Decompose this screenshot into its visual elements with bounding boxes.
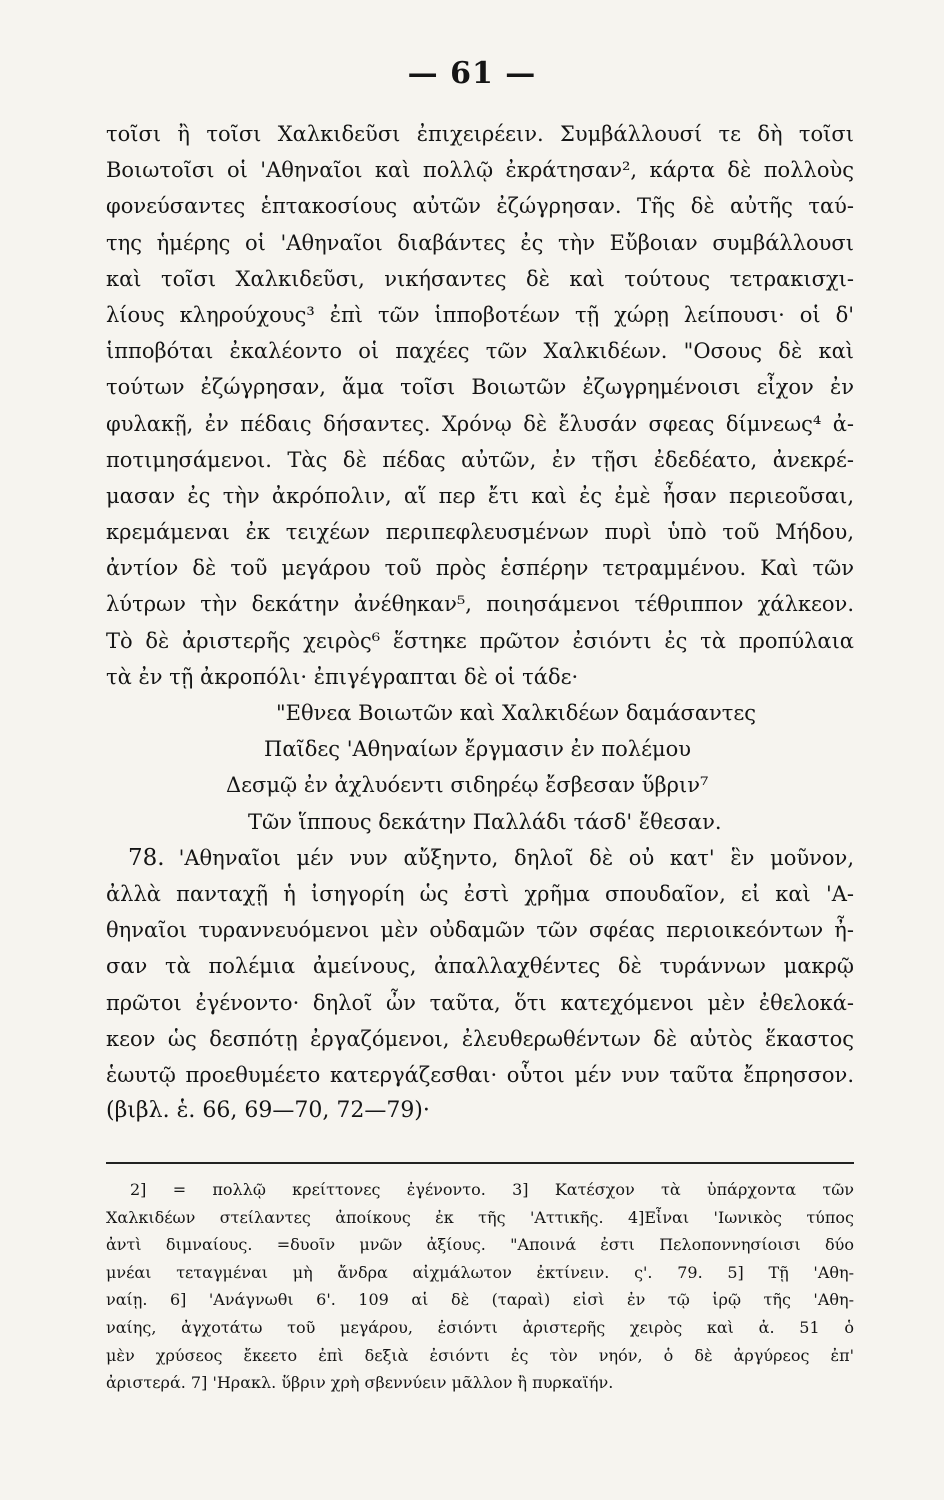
text-line: Τὸ δὲ ἀριστερῆς χειρὸς⁶ ἕστηκε πρῶτον ἐσιόντι ἐς τὰ προπύλαια: [106, 628, 854, 653]
text-line: ἀλλὰ πανταχῇ ἡ ἰσηγορίη ὡς ἐστὶ χρῆμα σπουδαῖον, εἰ καὶ 'Α-: [106, 881, 854, 906]
text-line: κρεμάμεναι ἐκ τειχέων περιπεφλευσμένων πυρὶ ὑπὸ τοῦ Μήδου,: [106, 520, 854, 545]
text-line: σαν τὰ πολέμια ἀμείνους, ἀπαλλαχθέντες δὲ τυράννων μακρῷ: [106, 954, 854, 979]
footnote-line: 2] = πολλῷ κρείττονες ἐγένοντο. 3] Κατέσχον τὰ ὑπάρχοντα τῶν: [130, 1180, 854, 1199]
text-line: ἀντίον δὲ τοῦ μεγάρου τοῦ πρὸς ἑσπέρην τετραμμένου. Καὶ τῶν: [106, 556, 854, 581]
section-first-line: [106, 840, 854, 876]
footnote-divider: [106, 1162, 854, 1164]
main-text: [106, 116, 854, 1129]
text-line: ἑωυτῷ προεθυμέετο κατεργάζεσθαι· οὗτοι μέν νυν ταῦτα ἔπρησσον.: [106, 1062, 854, 1087]
text-line: τοῖσι ἢ τοῖσι Χαλκιδεῦσι ἐπιχειρέειν. Συμβάλλουσί τε δὴ τοῖσι: [106, 122, 854, 146]
section-78: [106, 840, 854, 1130]
text-line: τούτων ἐζώγρησαν, ἅμα τοῖσι Βοιωτῶν ἐζωγρημένοισι εἶχον ἐν: [106, 375, 854, 400]
footnote-line: ἀντὶ διμναίους. =δυοῖν μνῶν ἀξίους. "Αποινά ἐστι Πελοποννησίοισι δύο: [106, 1235, 854, 1255]
text-line: τὰ ἐν τῇ ἀκροπόλι· ἐπιγέγραπται δὲ οἱ τάδε·: [106, 664, 579, 689]
text-line: φυλακῇ, ἐν πέδαις δήσαντες. Χρόνῳ δὲ ἔλυσάν σφεας δίμνεως⁴ ἀ-: [106, 411, 854, 436]
epigram-line: Τῶν ἵππους δεκάτην Παλλάδι τάσδ' ἔθεσαν.: [248, 809, 722, 834]
text-line: μασαν ἐς τὴν ἀκρόπολιν, αἵ περ ἔτι καὶ ἐς ἐμὲ ἦσαν περιεοῦσαι,: [106, 483, 854, 508]
footnotes: [106, 1176, 854, 1397]
book-reference: (βιβλ. ἑ. 66, 69—70, 72—79)·: [106, 1098, 430, 1124]
footnote-line: ναίῃ. 6] 'Ανάγνωθι 6'. 109 αἱ δὲ (ταραὶ) εἰσὶ ἐν τῷ ἱρῷ τῆς 'Αθη-: [106, 1290, 854, 1310]
page-number: — 61 —: [407, 56, 537, 91]
text-line: Βοιωτοῖσι οἱ 'Αθηναῖοι καὶ πολλῷ ἐκράτησαν², κάρτα δὲ πολλοὺς: [106, 158, 854, 183]
epigram-line: Δεσμῷ ἐν ἀχλυόεντι σιδηρέῳ ἔσβεσαν ὕβριν⁷: [226, 773, 709, 798]
text-line: πρῶτοι ἐγένοντο· δηλοῖ ὦν ταῦτα, ὅτι κατεχόμενοι μὲν ἐθελοκά-: [106, 990, 854, 1015]
text-line: ποτιμησάμενοι. Τὰς δὲ πέδας αὐτῶν, ἐν τῇσι ἐδεδέατο, ἀνεκρέ-: [106, 447, 854, 472]
text-line: της ἡμέρης οἱ 'Αθηναῖοι διαβάντες ἐς τὴν Εὔβοιαν συμβάλλουσι: [106, 230, 854, 255]
text-line: κεον ὡς δεσπότῃ ἐργαζόμενοι, ἐλευθερωθέντων δὲ αὐτὸς ἕκαστος: [106, 1026, 854, 1051]
footnote-line: Χαλκιδέων στείλαντες ἀποίκους ἐκ τῆς 'Αττικῆς. 4]Εἶναι 'Ιωνικὸς τύπος: [106, 1207, 854, 1227]
text-line: λύτρων τὴν δεκάτην ἀνέθηκαν⁵, ποιησάμενοι τέθριππον χάλκεον.: [106, 592, 854, 617]
text-line: καὶ τοῖσι Χαλκιδεῦσι, νικήσαντες δὲ καὶ τούτους τετρακισχι-: [106, 266, 854, 291]
text-line: φονεύσαντες ἑπτακοσίους αὐτῶν ἐζώγρησαν. Τῆς δὲ αὐτῆς ταύ-: [106, 194, 854, 219]
epigram: [106, 695, 854, 840]
text-line: θηναῖοι τυραννευόμενοι μὲν οὐδαμῶν τῶν σφέας περιοικεόντων ἦ-: [106, 918, 854, 943]
epigram-line: "Εθνεα Βοιωτῶν καὶ Χαλκιδέων δαμάσαντες: [276, 701, 757, 725]
text-line: ἱπποβόται ἐκαλέοντο οἱ παχέες τῶν Χαλκιδέων. "Οσους δὲ καὶ: [106, 339, 854, 364]
text-line: λίους κληρούχους³ ἐπὶ τῶν ἱπποβοτέων τῇ χώρῃ λείπουσι· οἱ δ': [106, 302, 854, 327]
epigram-line: Παῖδες 'Αθηναίων ἔργμασιν ἐν πολέμου: [264, 737, 692, 762]
footnote-line: μνέαι τεταγμέναι μὴ ἄνδρα αἰχμάλωτον ἐκτίνειν. ς'. 79. 5] Τῇ 'Αθη-: [106, 1262, 854, 1282]
footnote-line: ἀριστερά. 7] 'Ηρακλ. ὕβριν χρὴ σβεννύειν μᾶλλον ἢ πυρκαϊήν.: [106, 1373, 614, 1393]
footnote-line: ναίης, ἀγχοτάτω τοῦ μεγάρου, ἐσιόντι ἀριστερῆς χειρὸς καὶ ἀ. 51 ὁ: [106, 1317, 854, 1337]
section-first-text: 'Αθηναῖοι μέν νυν αὔξηντο, δηλοῖ δὲ οὐ κατ' ἓν μοῦνον,: [178, 845, 854, 870]
section-number: 78.: [128, 844, 165, 871]
footnote-line: μὲν χρύσεος ἔκεετο ἐπὶ δεξιὰ ἐσιόντι ἐς τὸν νηόν, ὁ δὲ ἀργύρεος ἐπ': [106, 1345, 854, 1365]
